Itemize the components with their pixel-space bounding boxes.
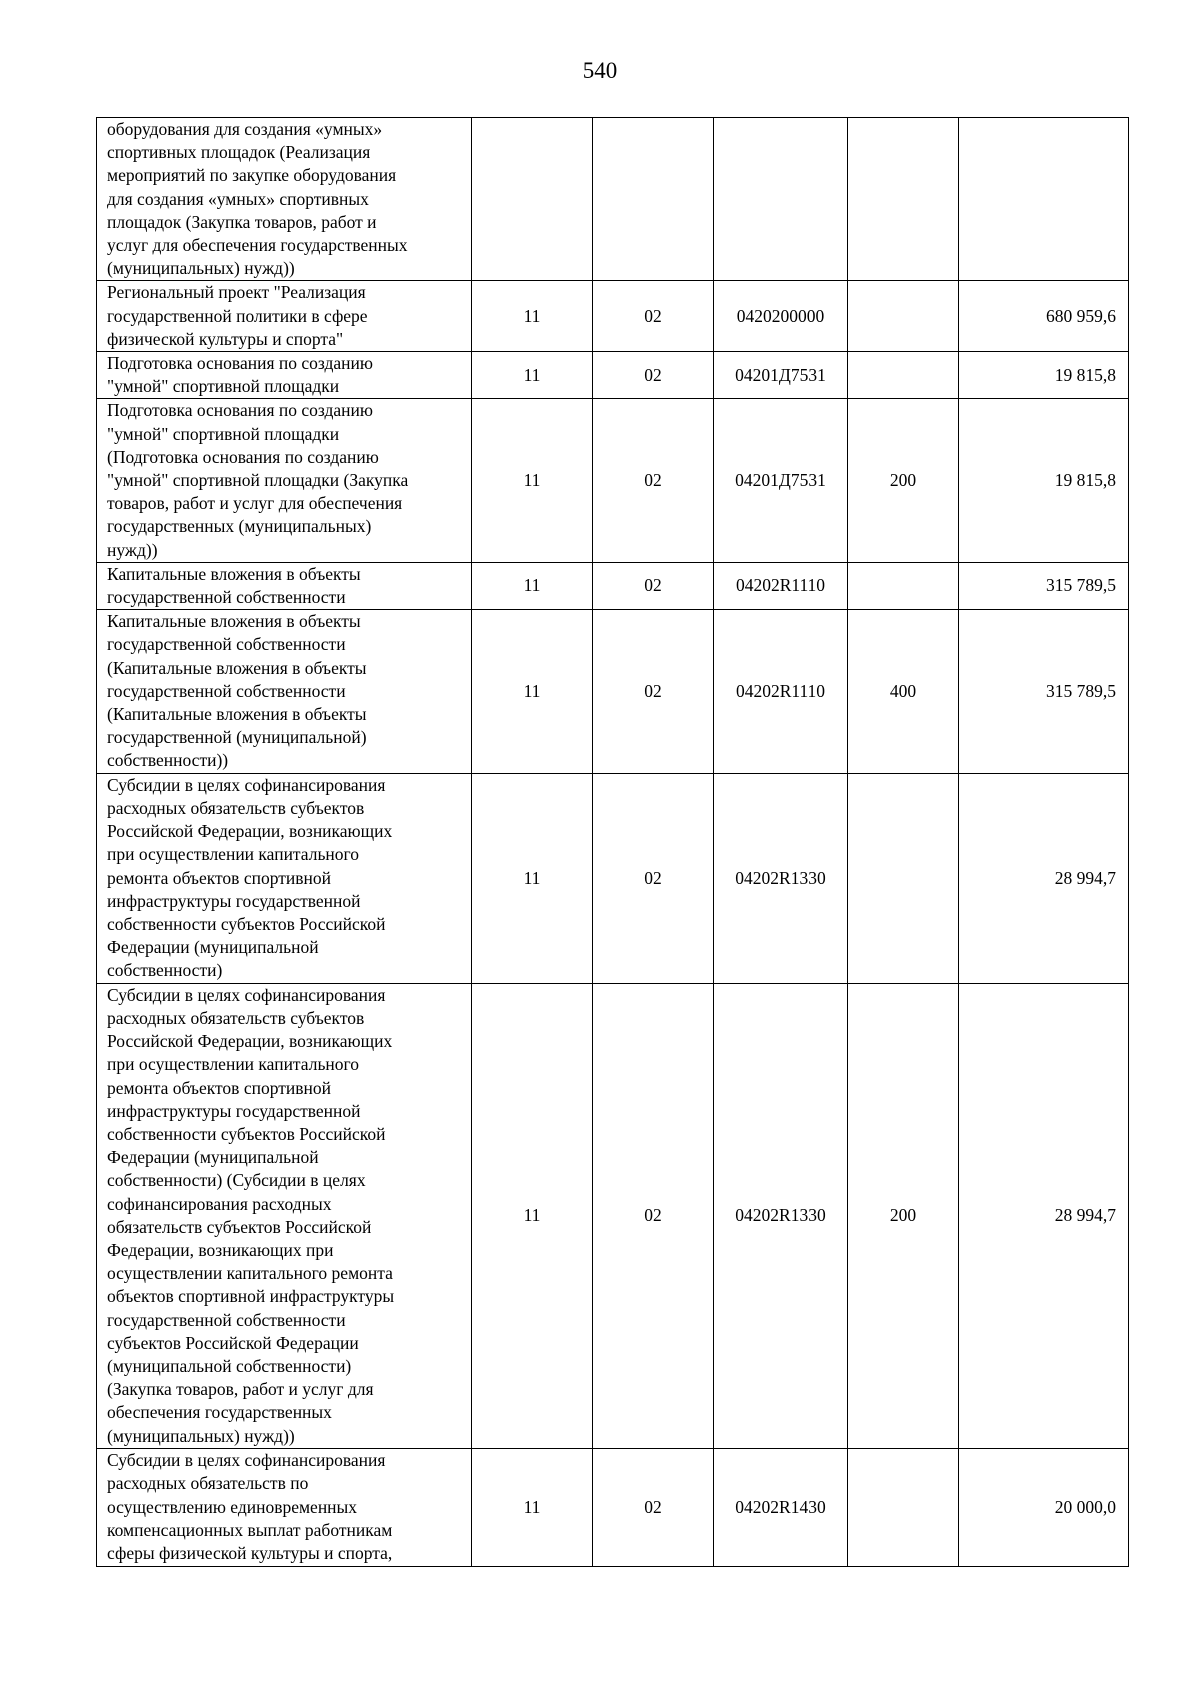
row-name: Подготовка основания по созданию "умной" спортивной площадки <box>97 352 472 399</box>
row-name: Капитальные вложения в объекты государственной собственности <box>97 562 472 609</box>
row-csr: 04201Д7531 <box>714 399 848 562</box>
table-row <box>97 610 1129 773</box>
row-rz <box>472 118 593 281</box>
row-rz: 11 <box>472 610 593 773</box>
budget-table <box>96 117 1129 1567</box>
row-vr <box>848 1448 959 1566</box>
row-sum: 19 815,8 <box>959 399 1129 562</box>
table-row <box>97 1448 1129 1566</box>
row-pr: 02 <box>593 399 714 562</box>
row-vr: 200 <box>848 399 959 562</box>
table-row <box>97 399 1129 562</box>
row-sum: 28 994,7 <box>959 773 1129 983</box>
row-pr: 02 <box>593 773 714 983</box>
row-name: Субсидии в целях софинансирования расходных обязательств субъектов Российской Федерации, возникающих при осуществлении капитального ремонта объектов спортивной инфраструктуры государственной собственности субъектов Российской Федерации (муниципальной собственности) <box>97 773 472 983</box>
row-rz: 11 <box>472 281 593 352</box>
row-sum: 680 959,6 <box>959 281 1129 352</box>
row-rz: 11 <box>472 1448 593 1566</box>
table-row <box>97 983 1129 1448</box>
row-rz: 11 <box>472 399 593 562</box>
row-pr: 02 <box>593 352 714 399</box>
row-pr: 02 <box>593 983 714 1448</box>
row-vr: 200 <box>848 983 959 1448</box>
row-csr: 04202R1110 <box>714 562 848 609</box>
row-sum: 28 994,7 <box>959 983 1129 1448</box>
row-name: Подготовка основания по созданию "умной" спортивной площадки (Подготовка основания по созданию "умной" спортивной площадки (Закупка товаров, работ и услуг для обеспечения государственных (муниципальных) нужд)) <box>97 399 472 562</box>
row-csr: 04202R1330 <box>714 773 848 983</box>
row-vr <box>848 773 959 983</box>
row-pr: 02 <box>593 562 714 609</box>
row-pr: 02 <box>593 1448 714 1566</box>
row-name: Капитальные вложения в объекты государственной собственности (Капитальные вложения в объекты государственной собственности (Капитальные вложения в объекты государственной (муниципальной) собственности)) <box>97 610 472 773</box>
row-vr <box>848 281 959 352</box>
row-sum: 20 000,0 <box>959 1448 1129 1566</box>
row-sum: 19 815,8 <box>959 352 1129 399</box>
row-rz: 11 <box>472 773 593 983</box>
row-vr <box>848 562 959 609</box>
row-name: Региональный проект "Реализация государственной политики в сфере физической культуры и спорта" <box>97 281 472 352</box>
row-name: Субсидии в целях софинансирования расходных обязательств субъектов Российской Федерации, возникающих при осуществлении капитального ремонта объектов спортивной инфраструктуры государственной собственности субъектов Российской Федерации (муниципальной собственности) (Субсидии в целях софинансирования расходных обязательств субъектов Российской Федерации, возникающих при осуществлении капитального ремонта объектов спортивной инфраструктуры государственной собственности субъектов Российской Федерации (муниципальной собственности) (Закупка товаров, работ и услуг для обеспечения государственных (муниципальных) нужд)) <box>97 983 472 1448</box>
table-row <box>97 562 1129 609</box>
table-row <box>97 118 1129 281</box>
row-sum <box>959 118 1129 281</box>
row-csr: 04202R1110 <box>714 610 848 773</box>
row-pr <box>593 118 714 281</box>
row-vr <box>848 118 959 281</box>
row-pr: 02 <box>593 281 714 352</box>
row-sum: 315 789,5 <box>959 562 1129 609</box>
row-pr: 02 <box>593 610 714 773</box>
row-csr: 04201Д7531 <box>714 352 848 399</box>
page-number: 540 <box>582 58 618 83</box>
row-rz: 11 <box>472 352 593 399</box>
row-vr: 400 <box>848 610 959 773</box>
row-csr: 04202R1330 <box>714 983 848 1448</box>
row-csr <box>714 118 848 281</box>
row-vr <box>848 352 959 399</box>
table-row <box>97 352 1129 399</box>
row-rz: 11 <box>472 983 593 1448</box>
row-sum: 315 789,5 <box>959 610 1129 773</box>
row-csr: 04202R1430 <box>714 1448 848 1566</box>
row-csr: 0420200000 <box>714 281 848 352</box>
row-name: Субсидии в целях софинансирования расходных обязательств по осуществлению единовременных компенсационных выплат работникам сферы физической культуры и спорта, <box>97 1448 472 1566</box>
row-name: оборудования для создания «умных» спортивных площадок (Реализация мероприятий по закупке оборудования для создания «умных» спортивных площадок (Закупка товаров, работ и услуг для обеспечения государственных (муниципальных) нужд)) <box>97 118 472 281</box>
table-row <box>97 773 1129 983</box>
table-row <box>97 281 1129 352</box>
row-rz: 11 <box>472 562 593 609</box>
